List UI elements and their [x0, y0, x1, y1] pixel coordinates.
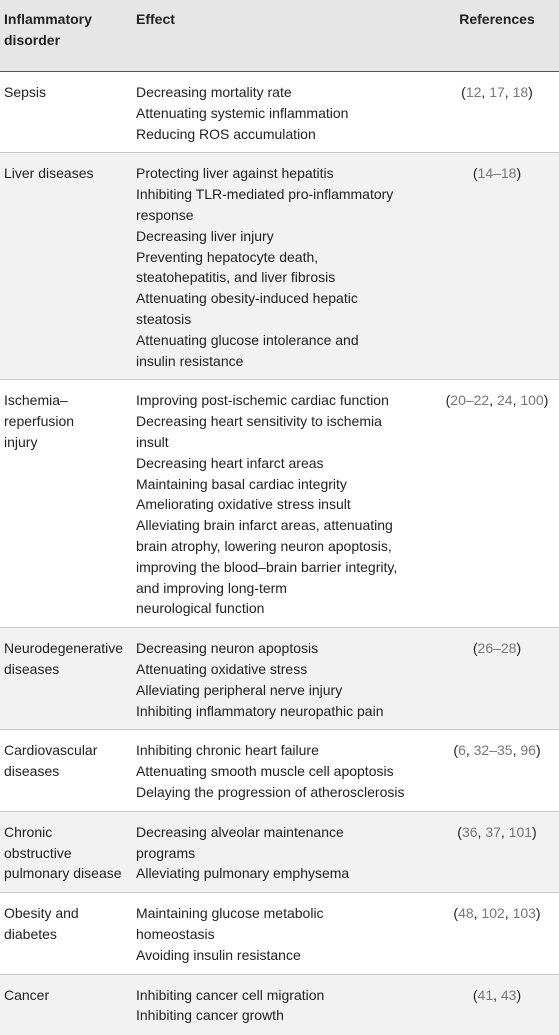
- effect-line: Preventing hepatocyte death,: [136, 248, 319, 265]
- ref-separator: ,: [473, 905, 482, 922]
- disorder-line: Ischemia–: [4, 392, 68, 409]
- ref-separator: ,: [504, 905, 513, 922]
- effect-line: steatosis: [136, 310, 192, 327]
- effect-line: Inhibiting cancer cell migration: [136, 986, 325, 1003]
- table-row: [0, 628, 559, 730]
- effect-line: Alleviating brain infarct areas, attenuating: [136, 517, 393, 534]
- effect-line: Attenuating systemic inflammation: [136, 104, 349, 121]
- header-disorder-line: disorder: [4, 32, 61, 48]
- disorder-line: diabetes: [4, 925, 57, 942]
- ref-separator: ,: [481, 84, 490, 100]
- effect-line: Decreasing heart sensitivity to ischemia: [136, 413, 382, 430]
- effect-line: Decreasing alveolar maintenance: [136, 823, 344, 840]
- effect-line: Delaying the progression of atherosclerosis: [136, 783, 405, 800]
- paren-open: (: [472, 640, 478, 657]
- paren-close: ): [516, 165, 522, 182]
- disorder-line: reperfusion: [4, 413, 75, 430]
- header-disorder: [4, 9, 134, 51]
- disorder-cell: [4, 390, 134, 452]
- reference-link[interactable]: 101: [508, 823, 533, 840]
- effect-line: insulin resistance: [136, 352, 244, 369]
- paren-close: ): [516, 986, 522, 1003]
- paren-open: (: [461, 84, 466, 100]
- paren-close: ): [535, 905, 541, 922]
- effect-line: Alleviating pulmonary emphysema: [136, 865, 350, 882]
- reference-link[interactable]: 100: [520, 392, 544, 409]
- reference-link[interactable]: 24: [497, 392, 513, 409]
- references-cell: [438, 740, 556, 761]
- effect-line: Decreasing heart infarct areas: [136, 454, 324, 471]
- disorder-line: Chronic: [4, 823, 53, 840]
- disorder-line: Neurodegenerative: [4, 640, 124, 657]
- reference-link[interactable]: 20–22: [450, 392, 490, 409]
- effect-cell: [136, 390, 436, 619]
- disorder-cell: [4, 638, 134, 680]
- reference-link[interactable]: 6: [458, 742, 466, 759]
- disorder-line: injury: [4, 433, 38, 450]
- ref-separator: ,: [465, 742, 474, 759]
- effect-line: homeostasis: [136, 925, 215, 942]
- effect-line: steatohepatitis, and liver fibrosis: [136, 269, 336, 286]
- effect-line: programs: [136, 844, 196, 861]
- reference-link[interactable]: 18: [512, 84, 529, 100]
- table-row: [0, 730, 559, 811]
- effect-cell: [136, 903, 436, 965]
- effect-line: Inhibiting chronic heart failure: [136, 742, 319, 759]
- references-cell: [438, 163, 556, 184]
- effect-line: Inhibiting cancer growth: [136, 1007, 284, 1024]
- table-body: [0, 72, 559, 1035]
- effect-line: Decreasing neuron apoptosis: [136, 640, 319, 657]
- references-cell: [438, 82, 556, 103]
- ref-separator: ,: [489, 392, 497, 409]
- references-cell: [438, 390, 556, 411]
- effect-line: improving the blood–brain barrier integrity,: [136, 558, 398, 575]
- effect-cell: [136, 82, 436, 144]
- effect-line: Attenuating smooth muscle cell apoptosis: [136, 763, 394, 780]
- disorder-line: Cancer: [4, 986, 50, 1003]
- effect-line: Ameliorating oxidative stress insult: [136, 496, 351, 513]
- reference-link[interactable]: 102: [481, 905, 505, 922]
- header-disorder-line: Inflammatory: [4, 11, 92, 27]
- paren-open: (: [472, 165, 478, 182]
- disorder-line: Liver diseases: [4, 165, 94, 182]
- disorder-cell: [4, 985, 134, 1006]
- disorder-cell: [4, 82, 134, 103]
- disorder-cell: [4, 740, 134, 782]
- disorder-line: Sepsis: [4, 84, 47, 100]
- effect-line: Alleviating peripheral nerve injury: [136, 681, 343, 698]
- effect-cell: [136, 163, 436, 371]
- disorder-cell: [4, 903, 134, 945]
- reference-link[interactable]: 26–28: [477, 640, 517, 657]
- effect-cell: [136, 638, 436, 721]
- effect-line: insult: [136, 433, 169, 450]
- paren-open: (: [472, 986, 478, 1003]
- ref-separator: ,: [493, 986, 501, 1003]
- reference-link[interactable]: 12: [465, 84, 482, 100]
- reference-link[interactable]: 36: [461, 823, 478, 840]
- disorder-line: diseases: [4, 660, 60, 677]
- paren-close: ): [532, 823, 537, 840]
- ref-separator: ,: [512, 742, 521, 759]
- reference-link[interactable]: 103: [512, 905, 536, 922]
- header-effect: Effect: [136, 11, 175, 27]
- effect-cell: [136, 740, 436, 802]
- effect-line: Maintaining glucose metabolic: [136, 905, 324, 922]
- disorder-line: Cardiovascular: [4, 742, 98, 759]
- ref-separator: ,: [512, 392, 521, 409]
- table-header: [0, 0, 559, 72]
- effect-line: neurological function: [136, 600, 265, 617]
- reference-link[interactable]: 96: [520, 742, 536, 759]
- table-row: [0, 893, 559, 974]
- disorder-line: Obesity and: [4, 905, 79, 922]
- paren-open: (: [457, 823, 462, 840]
- effect-line: Decreasing mortality rate: [136, 84, 292, 100]
- effect-line: Attenuating glucose intolerance and: [136, 331, 359, 348]
- reference-link[interactable]: 17: [489, 84, 505, 100]
- ref-separator: ,: [504, 84, 513, 100]
- paren-close: ): [516, 640, 522, 657]
- table-row: [0, 72, 559, 153]
- paren-open: (: [453, 742, 459, 759]
- paren-close: ): [528, 84, 533, 100]
- paren-close: ): [543, 392, 549, 409]
- effect-line: Attenuating obesity-induced hepatic: [136, 290, 358, 307]
- effect-line: brain atrophy, lowering neuron apoptosis,: [136, 537, 392, 554]
- table-row: [0, 380, 559, 628]
- table-row: [0, 153, 559, 380]
- header-references: References: [459, 11, 535, 27]
- references-cell: [438, 822, 556, 843]
- ref-separator: ,: [500, 823, 509, 840]
- paren-open: (: [445, 392, 451, 409]
- reference-link[interactable]: 37: [485, 823, 501, 840]
- effect-line: Reducing ROS accumulation: [136, 125, 316, 142]
- paren-close: ): [535, 742, 541, 759]
- reference-link[interactable]: 48: [458, 905, 474, 922]
- effect-line: Avoiding insulin resistance: [136, 946, 301, 963]
- disorder-line: diseases: [4, 763, 60, 780]
- effect-line: Decreasing liver injury: [136, 227, 274, 244]
- reference-link[interactable]: 43: [500, 986, 517, 1003]
- reference-link[interactable]: 14–18: [477, 165, 517, 182]
- disorder-cell: [4, 822, 134, 884]
- effect-line: and improving long-term: [136, 579, 287, 596]
- reference-link[interactable]: 41: [477, 986, 494, 1003]
- disorder-line: pulmonary disease: [4, 865, 122, 882]
- references-cell: [438, 638, 556, 659]
- effect-line: Attenuating oxidative stress: [136, 660, 308, 677]
- disorder-line: obstructive: [4, 844, 72, 861]
- effect-line: Protecting liver against hepatitis: [136, 165, 334, 182]
- effect-line: Inhibiting TLR-mediated pro-inflammatory: [136, 186, 394, 203]
- paren-open: (: [453, 905, 459, 922]
- effect-line: Improving post-ischemic cardiac function: [136, 392, 389, 409]
- references-cell: [438, 985, 556, 1006]
- effect-cell: [136, 822, 436, 884]
- references-cell: [438, 903, 556, 924]
- reference-link[interactable]: 32–35: [473, 742, 513, 759]
- table-row: [0, 812, 559, 893]
- ref-separator: ,: [477, 823, 486, 840]
- disorder-cell: [4, 163, 134, 184]
- effect-cell: [136, 985, 436, 1027]
- effect-line: Inhibiting inflammatory neuropathic pain: [136, 702, 384, 719]
- table-row: [0, 975, 559, 1035]
- effect-line: Maintaining basal cardiac integrity: [136, 475, 347, 492]
- effect-line: response: [136, 206, 194, 223]
